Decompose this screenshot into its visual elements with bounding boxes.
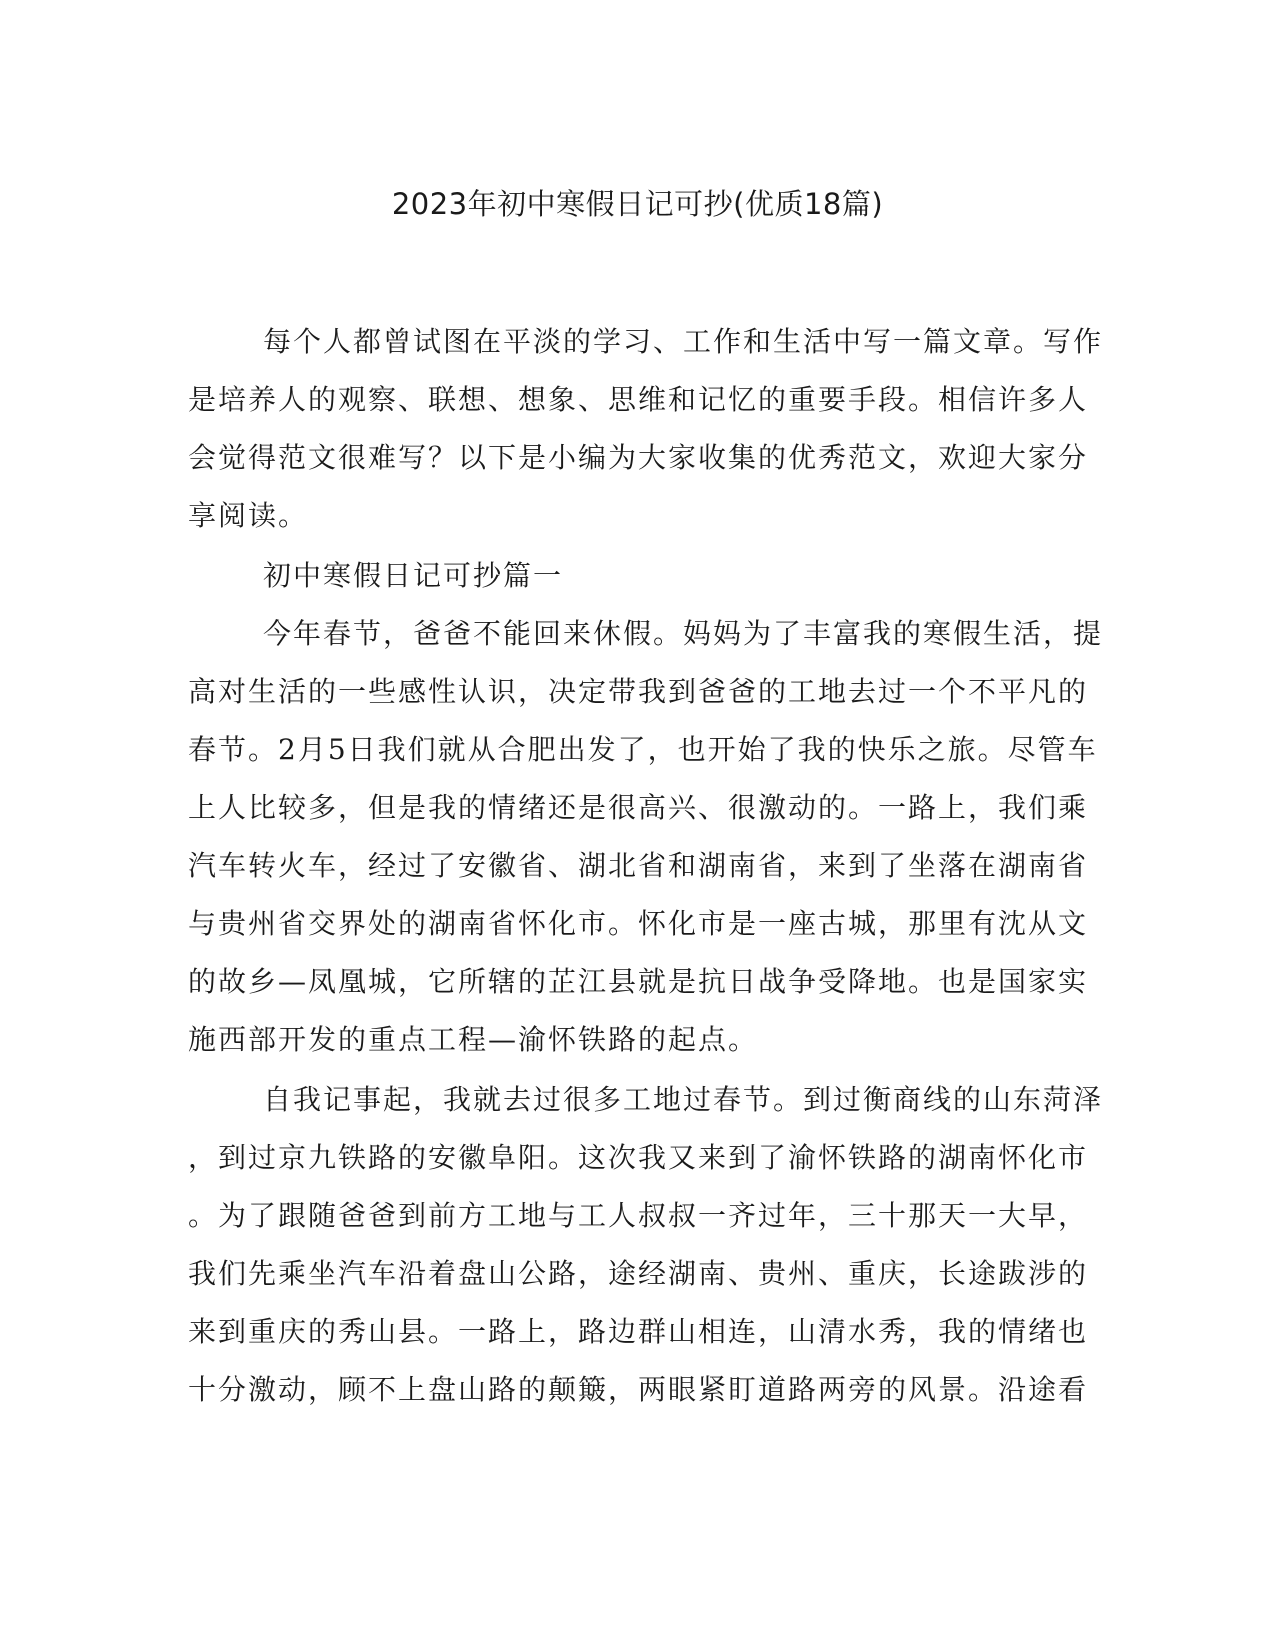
section-heading: 初中寒假日记可抄篇一 xyxy=(263,559,564,592)
document-title: 2023年初中寒假日记可抄(优质18篇) xyxy=(391,187,884,221)
paragraph-line: ，到过京九铁路的安徽阜阳。这次我又来到了渝怀铁路的湖南怀化市 xyxy=(188,1141,1089,1174)
paragraph-line: 自我记事起，我就去过很多工地过春节。到过衡商线的山东菏泽 xyxy=(263,1083,1104,1116)
paragraph-line: 今年春节，爸爸不能回来休假。妈妈为了丰富我的寒假生活，提 xyxy=(263,617,1104,650)
paragraph-line: 会觉得范文很难写？以下是小编为大家收集的优秀范文，欢迎大家分 xyxy=(188,441,1089,474)
paragraph-line: 高对生活的一些感性认识，决定带我到爸爸的工地去过一个不平凡的 xyxy=(188,675,1089,708)
paragraph-line: 享阅读。 xyxy=(188,499,309,532)
paragraph-line: 每个人都曾试图在平淡的学习、工作和生活中写一篇文章。写作 xyxy=(263,325,1104,358)
paragraph-line: 春节。2月5日我们就从合肥出发了，也开始了我的快乐之旅。尽管车 xyxy=(188,733,1098,766)
paragraph-line: 我们先乘坐汽车沿着盘山公路，途经湖南、贵州、重庆，长途跋涉的 xyxy=(188,1257,1089,1290)
paragraph-line: 来到重庆的秀山县。一路上，路边群山相连，山清水秀，我的情绪也 xyxy=(188,1315,1089,1348)
paragraph-line: 的故乡—凤凰城，它所辖的芷江县就是抗日战争受降地。也是国家实 xyxy=(188,965,1089,998)
paragraph-line: 汽车转火车，经过了安徽省、湖北省和湖南省，来到了坐落在湖南省 xyxy=(188,849,1089,882)
paragraph-line: 与贵州省交界处的湖南省怀化市。怀化市是一座古城，那里有沈从文 xyxy=(188,907,1089,940)
paragraph-line: 上人比较多，但是我的情绪还是很高兴、很激动的。一路上，我们乘 xyxy=(188,791,1089,824)
paragraph-line: 。为了跟随爸爸到前方工地与工人叔叔一齐过年，三十那天一大早， xyxy=(188,1199,1089,1232)
paragraph-line: 施西部开发的重点工程—渝怀铁路的起点。 xyxy=(188,1023,759,1056)
paragraph-line: 十分激动，顾不上盘山路的颠簸，两眼紧盯道路两旁的风景。沿途看 xyxy=(188,1373,1089,1406)
paragraph-line: 是培养人的观察、联想、想象、思维和记忆的重要手段。相信许多人 xyxy=(188,383,1089,416)
